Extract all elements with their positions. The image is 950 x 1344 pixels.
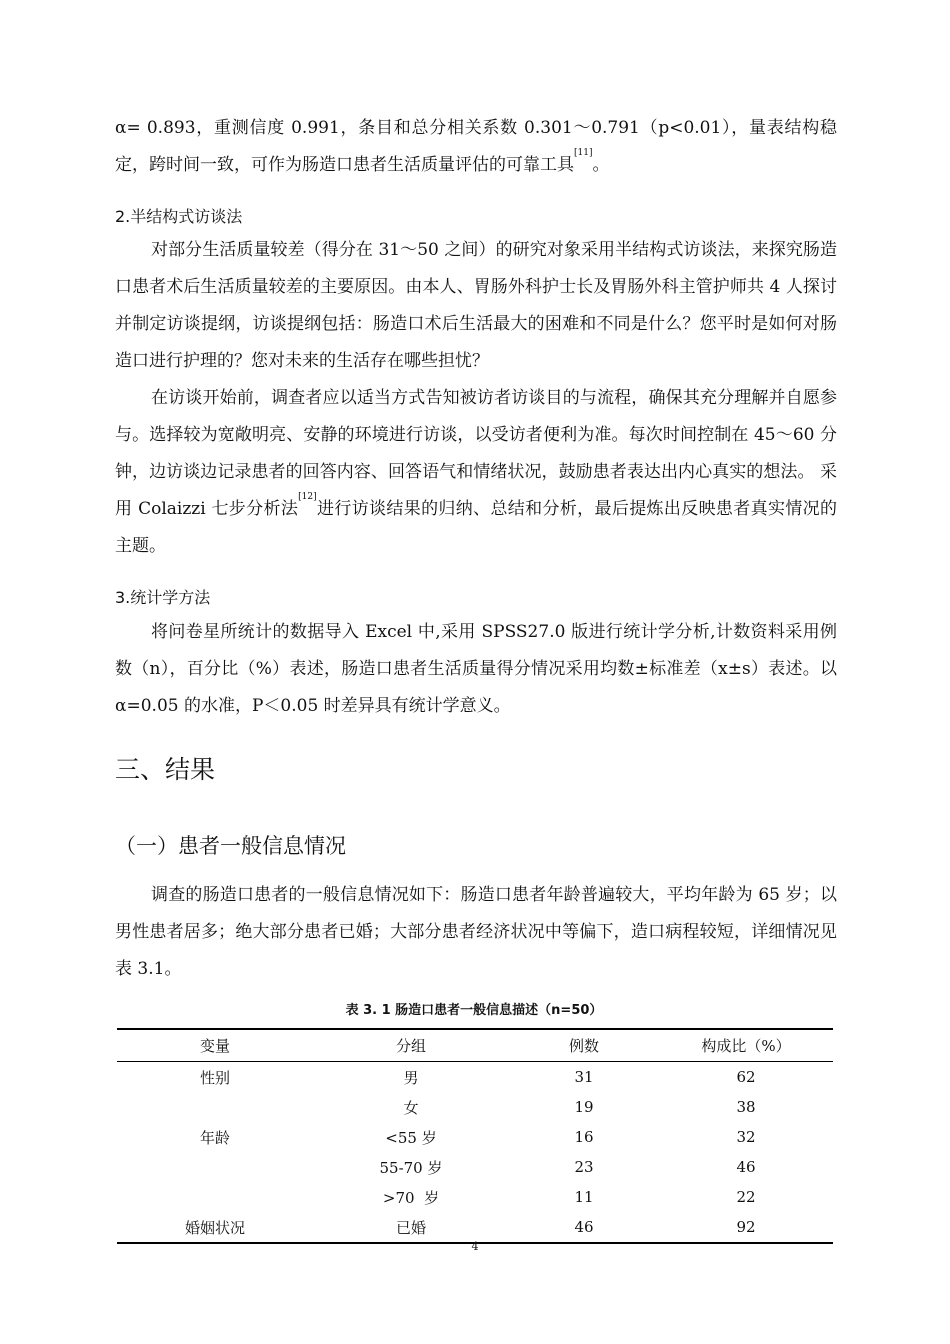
cell-group: 男: [403, 1068, 419, 1087]
cell-count: 31: [574, 1068, 594, 1086]
paragraph-statistics: 将问卷星所统计的数据导入 Excel 中,采用 SPSS27.0 版进行统计学分析,计数资料采用例数（n），百分比（%）表述，肠造口患者生活质量得分情况采用均数±标准差（x±s）表述。以 α=0.05 的水准，P＜0.05 时差异具有统计学意义。: [115, 622, 837, 716]
section-title-statistics: 3.统计学方法: [115, 588, 211, 607]
cell-group: >70 岁: [382, 1188, 440, 1207]
table-row: [117, 1212, 833, 1243]
cell-count: 11: [574, 1188, 594, 1206]
section-title-interview: 2.半结构式访谈法: [115, 207, 243, 226]
header-percent: 构成比（%）: [659, 1029, 833, 1062]
table-row: [117, 1122, 833, 1152]
cell-percent: 32: [736, 1128, 756, 1146]
cell-variable: [117, 1182, 313, 1212]
cell-group: 已婚: [313, 1212, 509, 1243]
cell-group: 55-70 岁: [379, 1158, 443, 1177]
table-header-row: [117, 1029, 833, 1062]
paragraph-reliability: [115, 110, 837, 184]
cell-variable: [117, 1152, 313, 1182]
header-group: 分组: [313, 1029, 509, 1062]
paragraph-interview-method: 对部分生活质量较差（得分在 31～50 之间）的研究对象采用半结构式访谈法，来探究肠造口患者术后生活质量较差的主要原因。由本人、胃肠外科护士长及胃肠外科主管护师共 4 人探讨并制定访谈提纲，访谈提纲包括：肠造口术后生活最大的困难和不同是什么？您平时是如何对肠造口进行护理的？您对未来的生活存在哪些担忧？: [115, 240, 837, 371]
cell-variable: 年龄: [199, 1128, 230, 1147]
table-row: [117, 1092, 833, 1122]
cell-group: <55 岁: [385, 1128, 437, 1147]
patient-info-table: [117, 1028, 833, 1244]
cell-count: 46: [509, 1212, 659, 1243]
cell-percent: 92: [659, 1212, 833, 1243]
table-caption: 表 3. 1 肠造口患者一般信息描述（n=50）: [345, 1003, 603, 1018]
paragraph-text: 进行访谈结果的归纳、总结和分析，最后提炼出反映患者真实情况的主题。: [115, 499, 837, 556]
paragraph-text: 。: [592, 155, 610, 175]
paragraph-text: α= 0.893，重测信度 0.991，条目和总分相关系数 0.301～0.791（p<0.01），量表结构稳定，跨时间一致，可作为肠造口患者生活质量评估的可靠工具: [115, 118, 837, 175]
cell-percent: 22: [736, 1188, 756, 1206]
paragraph-interview-procedure: [115, 380, 837, 565]
cell-count: 23: [574, 1158, 594, 1176]
header-variable: 变量: [117, 1029, 313, 1062]
table-row: [117, 1182, 833, 1212]
cell-variable: 婚姻状况: [117, 1212, 313, 1243]
table-row: [117, 1062, 833, 1093]
citation-11: [11]: [574, 148, 593, 158]
page-number: 4: [471, 1240, 479, 1253]
header-count: 例数: [509, 1029, 659, 1062]
paragraph-text: 在访谈开始前，调查者应以适当方式告知被访者访谈目的与流程，确保其充分理解并自愿参与。选择较为宽敞明亮、安静的环境进行访谈，以受访者便利为准。每次时间控制在 45～60 分钟，边访谈边记录患者的回答内容、回答语气和情绪状况，鼓励患者表达出内心真实的想法。 采用 Colaizzi 七步分析法: [115, 388, 837, 519]
cell-variable: [117, 1092, 313, 1122]
chapter-heading-results: 三、结果: [115, 755, 216, 784]
cell-count: 16: [574, 1128, 594, 1146]
section-heading-general-info: （一）患者一般信息情况: [115, 834, 346, 858]
cell-group: 女: [403, 1098, 419, 1117]
table-row: [117, 1152, 833, 1182]
cell-percent: 46: [736, 1158, 756, 1176]
paragraph-general-info: 调查的肠造口患者的一般信息情况如下：肠造口患者年龄普遍较大，平均年龄为 65 岁；以男性患者居多；绝大部分患者已婚；大部分患者经济状况中等偏下，造口病程较短，详细情况见表 3.1。: [115, 885, 837, 979]
cell-percent: 38: [736, 1098, 756, 1116]
cell-count: 19: [574, 1098, 594, 1116]
cell-percent: 62: [736, 1068, 756, 1086]
citation-12: [12]: [298, 492, 317, 502]
cell-variable: 性别: [199, 1068, 230, 1087]
